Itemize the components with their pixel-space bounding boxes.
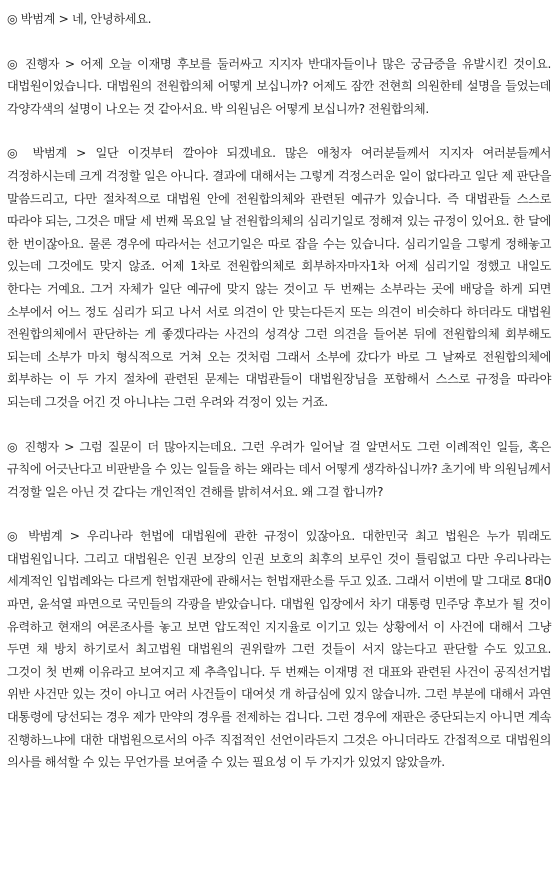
paragraph-text: 그럼 질문이 더 많아지는데요. 그런 우려가 일어날 걸 알면서도 그런 이례적인 일들, 혹은 규칙에 어긋난다고 비판받을 수 있는 일들을 하는 왜라는 데서 어떻게 생각하십니까? 초기에 박 의원님께서 걱정할 일은 아닌 것 같다는 개인적인 견해를 밝히셔서요. 왜 그걸 합니까? xyxy=(7,439,551,499)
paragraph-text: 일단 이것부터 깔아야 되겠네요. 많은 애청자 여러분들께서 지지자 여러분들께서 걱정하시는데 크게 걱정할 일은 아니다. 결과에 대해서는 그렇게 걱정스러운 일이 없다라고 일단 제 판단을 말씀드리고, 다만 절차적으로 대법원 안에 전원합의체와 관련된 예규가 있습니다. 즉 대법관들 스스로 따라야 되는, 그것은 매달 세 번째 목요일 날 전원합의체의 심리기일로 정해져 있는 규정이 있어요. 한 달에 한 번이잖아요. 물론 경우에 따라서는 선고기일은 따로 잡을 수는 있습니다. 심리기일을 그렇게 정해놓고 있는데 그것에도 맞지 않죠. 어제 1차로 전원합의체로 회부하자마자1차 어제 심리기일 정했고 내일도 한다는 거예요. 그거 자체가 일단 예규에 맞지 않는 것이고 두 번째는 소부라는 곳에 배당을 하게 되면 소부에서 어느 정도 심리가 되고 나서 서로 의견이 안 맞는다든지 또는 의견이 비슷하다 하더라도 대법원 전원합의체에서 판단하는 게 좋겠다라는 사건의 성격상 그런 의견을 들어본 뒤에 전원합의체 회부해도 되는데 소부가 마치 형식적으로 거쳐 오는 것처럼 그래서 소부에 갔다가 바로 그 날짜로 전원합의체에 회부하는 이 두 가지 절차에 관련된 문제는 대법관들이 대법원장님을 포함해서 스스로 규정을 따라야 되는데 그것을 어긴 것 아니냐는 그런 우려와 걱정이 있는 거죠. xyxy=(7,146,551,409)
transcript-paragraph xyxy=(7,53,551,121)
transcript-paragraph xyxy=(7,8,551,31)
speaker-label: ◎ 박범계 > xyxy=(7,12,69,26)
speaker-label: ◎ 박범계 > xyxy=(7,529,80,544)
paragraph-text: 네, 안녕하세요. xyxy=(72,12,152,26)
speaker-label: ◎ 박범계 > xyxy=(7,146,87,161)
paragraph-text: 어제 오늘 이재명 후보를 둘러싸고 지지자 반대자들이나 많은 궁금증을 유발시킨 것이요. 대법원이었습니다. 대법원의 전원합의체 어떻게 보십니까? 어제도 잠깐 전현희 의원한테 설명을 들었는데 각양각색의 설명이 나오는 것 같아서요. 박 의원님은 어떻게 보십니까? 전원합의체. xyxy=(7,56,552,116)
transcript-paragraph xyxy=(7,436,551,504)
speaker-label: ◎ 진행자 > xyxy=(7,439,75,454)
paragraph-text: 우리나라 헌법에 대법원에 관한 규정이 있잖아요. 대한민국 최고 법원은 누가 뭐래도 대법원입니다. 그리고 대법원은 인권 보장의 인권 보호의 최후의 보루인 것이 틀림없고 다만 우리나라는 세계적인 입법례와는 다르게 헌법재판에 관해서는 헌법재판소를 두고 있죠. 그래서 이번에 말 그대로 8대0 파면, 윤석열 파면으로 국민들의 각광을 받았습니다. 대법원 입장에서 차기 대통령 민주당 후보가 될 것이 유력하고 현재의 여론조사를 놓고 보면 압도적인 지지율로 이기고 있는 상황에서 이 사건에 대해서 그냥 두면 채 방치 하기로서 최고법원 대법원의 권위랄까 그런 것들이 서지 않는다고 판단할 수도 있고요. 그것이 첫 번째 이유라고 보여지고 제 추측입니다. 두 번째는 이재명 전 대표와 관련된 사건이 공직선거법 위반 사건만 있는 것이 아니고 여러 사건들이 대여섯 개 하급심에 있지 않습니까. 그런 부분에 대해서 과연 대통령에 당선되는 경우 제가 만약의 경우를 전제하는 겁니다. 그런 경우에 재판은 중단되는지 아니면 계속 진행하느냐에 대한 대법원으로서의 아주 직접적인 선언이라든지 그것은 아니더라도 간접적으로 대법원의 의사를 해석할 수 있는 무언가를 보여줄 수 있는 필요성 이 두 가지가 있었지 않았을까. xyxy=(7,529,551,770)
transcript-paragraph xyxy=(7,142,551,413)
speaker-label: ◎ 진행자 > xyxy=(7,56,75,71)
transcript-paragraph xyxy=(7,525,551,774)
